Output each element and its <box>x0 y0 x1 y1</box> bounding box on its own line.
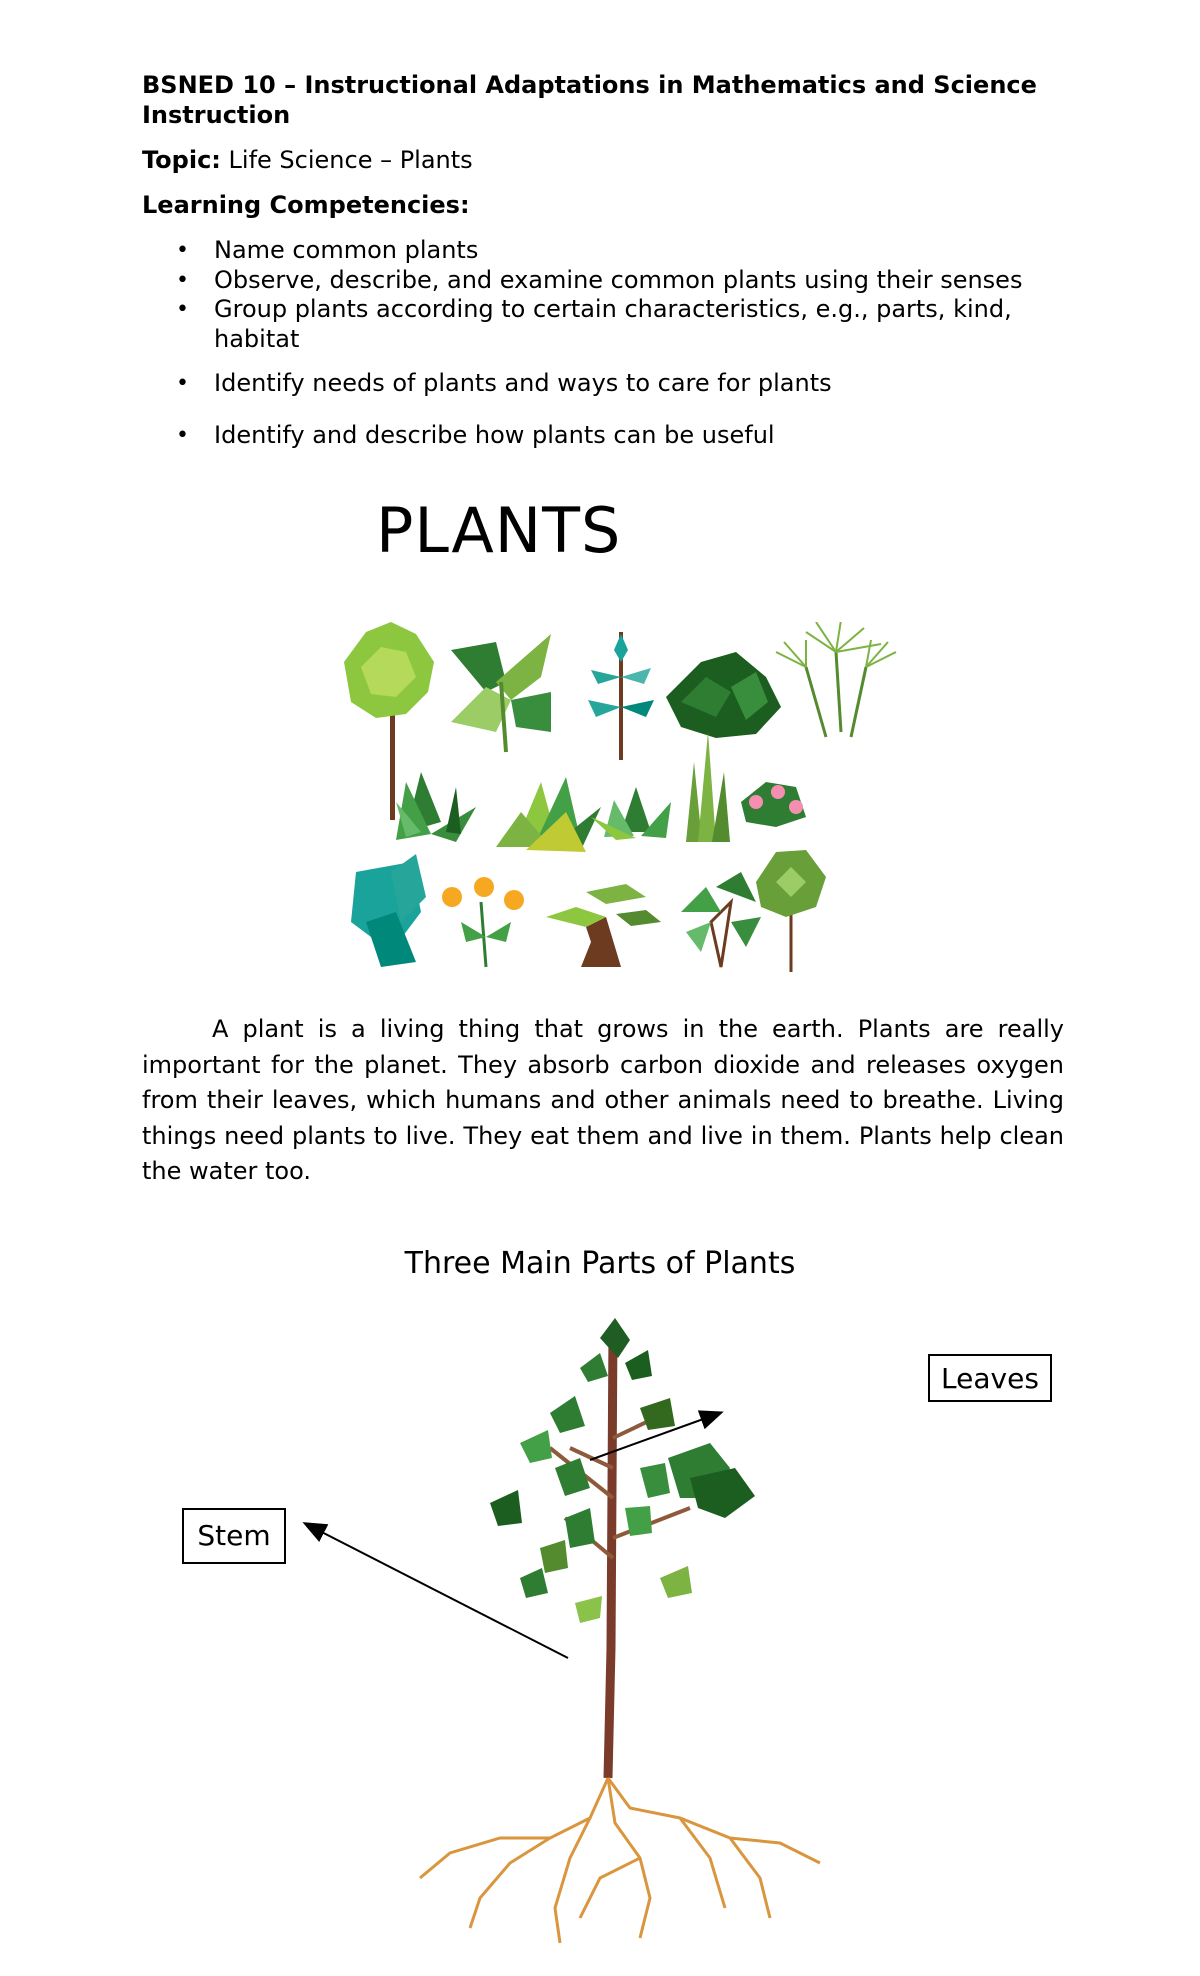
competency-text: Observe, describe, and examine common plants using their senses <box>214 265 1023 294</box>
bullet-icon: • <box>176 267 189 293</box>
plant-parts-illustration <box>170 1318 1070 1958</box>
competency-text: Name common plants <box>214 236 479 264</box>
aloe-icon <box>591 787 671 840</box>
competency-text: Identify needs of plants and ways to care for plants <box>214 369 832 397</box>
parts-title: Three Main Parts of Plants <box>404 1246 796 1281</box>
flower-bush-icon <box>741 782 806 827</box>
shrub-icon <box>666 652 781 738</box>
list-item <box>142 421 1062 451</box>
list-item <box>142 236 1062 266</box>
competency-text: Group plants according to certain characteristics, e.g., parts, kind, habitat <box>214 295 1012 353</box>
spiky-plant-icon <box>496 777 601 852</box>
list-item <box>142 266 1062 296</box>
orange-flower-plant-icon <box>442 877 524 967</box>
sapling-icon <box>588 632 654 760</box>
competencies-list <box>142 236 1062 450</box>
topic-line <box>142 145 473 175</box>
bullet-icon: • <box>176 297 189 322</box>
agave-icon <box>396 772 476 842</box>
small-tree-icon <box>681 872 761 967</box>
intro-paragraph <box>142 1012 1064 1190</box>
course-title: BSNED 10 – Instructional Adaptations in Mathematics and Science Instruction <box>142 71 1037 129</box>
competencies-heading: Learning Competencies: <box>142 191 470 219</box>
bullet-icon: • <box>176 422 189 448</box>
succulent-tree-icon <box>756 850 826 972</box>
bullet-icon: • <box>176 238 189 263</box>
list-item <box>142 295 1062 354</box>
stem-label: Stem <box>182 1508 286 1564</box>
plants-collection-illustration <box>336 622 936 984</box>
bullet-icon: • <box>176 371 189 396</box>
plants-title: PLANTS <box>376 494 622 567</box>
intro-text: A plant is a living thing that grows in the earth. Plants are really important for the planet. They absorb carbon dioxide and releases oxygen from their leaves, which humans and other animals need to breathe. Living things need plants to live. They eat them and live in them. Plants help clean the water too. <box>142 1015 1064 1185</box>
papyrus-icon <box>776 622 896 737</box>
snake-plant-icon <box>686 732 730 842</box>
leaves-icon <box>490 1318 755 1623</box>
list-item <box>142 369 1062 399</box>
broad-leaf-plant-icon <box>451 634 551 752</box>
roots-icon <box>420 1778 820 1943</box>
teal-leaf-plant-icon <box>351 854 426 967</box>
competency-text: Identify and describe how plants can be useful <box>214 420 775 449</box>
leaves-label: Leaves <box>928 1354 1052 1402</box>
topic-label: Topic: <box>142 146 221 174</box>
bonsai-icon <box>546 884 661 967</box>
topic-value: Life Science – Plants <box>220 146 473 174</box>
stem-icon <box>550 1328 690 1778</box>
